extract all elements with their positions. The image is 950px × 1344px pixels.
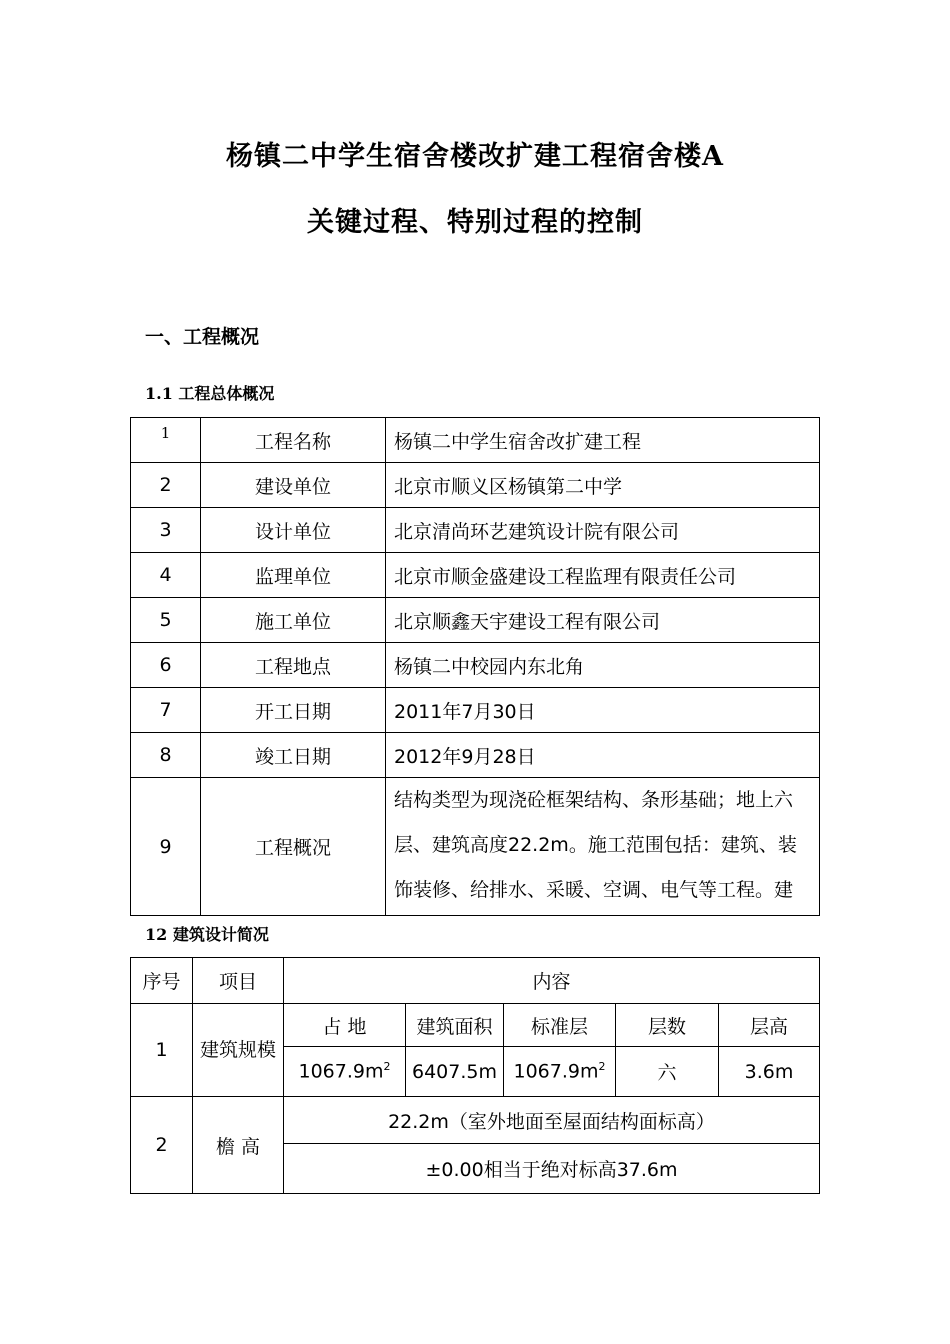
design-summary-table <box>130 957 820 1194</box>
superscript: 2 <box>383 1060 391 1074</box>
table-row <box>131 553 820 598</box>
row-number: 2 <box>131 1097 193 1194</box>
value-floor-height: 3.6m <box>719 1047 820 1097</box>
eave-height-line2: ±0.00相当于绝对标高37.6m <box>284 1144 820 1194</box>
row-number: 3 <box>131 508 201 553</box>
table-row <box>131 688 820 733</box>
row-value: 北京顺鑫天宇建设工程有限公司 <box>386 598 820 643</box>
row-label: 建设单位 <box>201 463 386 508</box>
value-standard-floor <box>504 1047 616 1097</box>
sub-header-standard-floor: 标准层 <box>504 1004 616 1047</box>
row-number: 5 <box>131 598 201 643</box>
row-label: 施工单位 <box>201 598 386 643</box>
sub-header-floors: 层数 <box>616 1004 719 1047</box>
row-label: 竣工日期 <box>201 733 386 778</box>
row-number: 9 <box>131 778 201 916</box>
row-value: 北京市顺金盛建设工程监理有限责任公司 <box>386 553 820 598</box>
row-label: 工程地点 <box>201 643 386 688</box>
row-item: 建筑规模 <box>193 1004 284 1097</box>
column-header-content: 内容 <box>284 958 820 1004</box>
row-label: 设计单位 <box>201 508 386 553</box>
value-floor-area: 6407.5m <box>406 1047 504 1097</box>
row-number: 1 <box>131 418 201 463</box>
row-value: 北京市顺义区杨镇第二中学 <box>386 463 820 508</box>
column-header-no: 序号 <box>131 958 193 1004</box>
document-title-line1: 杨镇二中学生宿舍楼改扩建工程宿舍楼A <box>226 141 724 172</box>
project-description: 结构类型为现浇砼框架结构、条形基础；地上六层、建筑高度22.2m。施工范围包括：建筑、装饰装修、给排水、采暖、空调、电气等工程。建 <box>394 789 797 901</box>
eave-height-line1: 22.2m（室外地面至屋面结构面标高） <box>284 1097 820 1144</box>
section-heading: 一、工程概况 <box>145 326 260 348</box>
row-label: 工程名称 <box>201 418 386 463</box>
row-item: 檐 高 <box>193 1097 284 1194</box>
project-overview-table <box>130 417 820 916</box>
table-row <box>131 418 820 463</box>
value-floors: 六 <box>616 1047 719 1097</box>
table-row <box>131 643 820 688</box>
table-row <box>131 1097 820 1144</box>
row-number: 8 <box>131 733 201 778</box>
column-header-item: 项目 <box>193 958 284 1004</box>
row-label: 工程概况 <box>201 778 386 916</box>
value-footprint <box>284 1047 406 1097</box>
row-value: 杨镇二中校园内东北角 <box>386 643 820 688</box>
row-number: 6 <box>131 643 201 688</box>
table-row <box>131 463 820 508</box>
row-label: 监理单位 <box>201 553 386 598</box>
row-number: 1 <box>131 1004 193 1097</box>
value-text: 1067.9m <box>513 1060 599 1083</box>
row-value: 2012年9月28日 <box>386 733 820 778</box>
row-label: 开工日期 <box>201 688 386 733</box>
table-row <box>131 1004 820 1047</box>
subsection-heading-design: 12 建筑设计简况 <box>145 925 269 944</box>
row-value <box>386 778 820 916</box>
sub-header-footprint: 占 地 <box>284 1004 406 1047</box>
table-row <box>131 508 820 553</box>
sub-header-floor-height: 层高 <box>719 1004 820 1047</box>
superscript: 2 <box>598 1060 606 1074</box>
table-header-row <box>131 958 820 1004</box>
row-value: 杨镇二中学生宿舍改扩建工程 <box>386 418 820 463</box>
row-number: 4 <box>131 553 201 598</box>
subsection-heading-overview: 1.1 工程总体概况 <box>145 384 275 403</box>
table-row <box>131 598 820 643</box>
value-text: 1067.9m <box>298 1060 384 1083</box>
table-row <box>131 778 820 916</box>
row-number: 2 <box>131 463 201 508</box>
sub-header-floor-area: 建筑面积 <box>406 1004 504 1047</box>
table-row <box>131 733 820 778</box>
row-number: 7 <box>131 688 201 733</box>
row-value: 北京清尚环艺建筑设计院有限公司 <box>386 508 820 553</box>
document-title-line2: 关键过程、特别过程的控制 <box>307 207 643 238</box>
row-value: 2011年7月30日 <box>386 688 820 733</box>
